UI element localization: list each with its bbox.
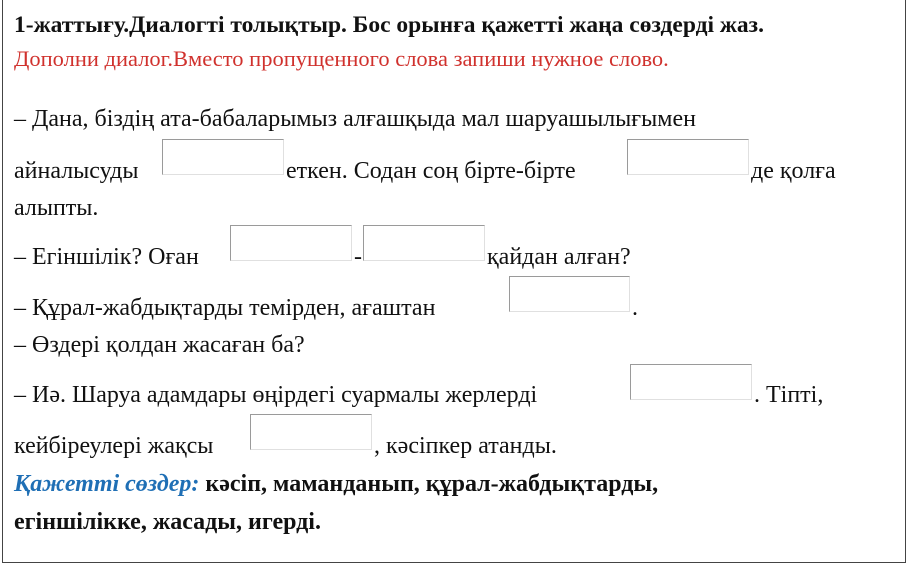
dialogue-line-4-start: – Егіншілік? Оған <box>14 244 199 270</box>
needed-words-list-1: кәсіп, маманданып, құрал-жабдықтарды, <box>205 471 659 497</box>
dialogue-line-2-middle: еткен. Содан соң бірте-бірте <box>286 158 576 184</box>
exercise-subtitle: Дополни диалог.Вместо пропущенного слова запиши нужное слово. <box>14 46 669 71</box>
answer-blank-4[interactable] <box>363 225 485 261</box>
dialogue-line-2-start: айналысуды <box>14 158 139 184</box>
needed-words-label: Қажетті сөздер: <box>14 471 200 497</box>
answer-blank-2[interactable] <box>627 139 749 175</box>
answer-blank-6[interactable] <box>630 364 752 400</box>
dialogue-line-2-end: де қолға <box>751 158 836 184</box>
answer-blank-3[interactable] <box>230 225 352 261</box>
needed-words-list-2: егіншілікке, жасады, игерді. <box>14 509 321 535</box>
dialogue-line-4-end: қайдан алған? <box>487 244 631 270</box>
dialogue-line-6: – Өздері қолдан жасаған ба? <box>14 332 305 358</box>
needed-words-line-1 <box>14 470 658 498</box>
dialogue-line-7-start: – Иә. Шаруа адамдары өңірдегі суармалы жерлерді <box>14 382 538 408</box>
dialogue-line-5-end: . <box>632 295 638 321</box>
dialogue-line-5-start: – Құрал-жабдықтарды темірден, ағаштан <box>14 295 436 321</box>
exercise-title: 1-жаттығу.Диалогті толықтыр. Бос орынға қажетті жаңа сөздерді жаз. <box>14 12 764 38</box>
answer-blank-5[interactable] <box>509 276 630 312</box>
dialogue-line-4-dash: - <box>354 244 362 270</box>
dialogue-line-8-start: кейбіреулері жақсы <box>14 433 214 459</box>
answer-blank-1[interactable] <box>162 139 284 175</box>
dialogue-line-8-end: , кәсіпкер атанды. <box>374 433 557 459</box>
dialogue-line-7-end: . Тіпті, <box>754 382 824 408</box>
dialogue-line-1: – Дана, біздің ата-бабаларымыз алғашқыда мал шаруашылығымен <box>14 106 696 132</box>
answer-blank-7[interactable] <box>250 414 372 450</box>
dialogue-line-3: алыпты. <box>14 195 99 221</box>
